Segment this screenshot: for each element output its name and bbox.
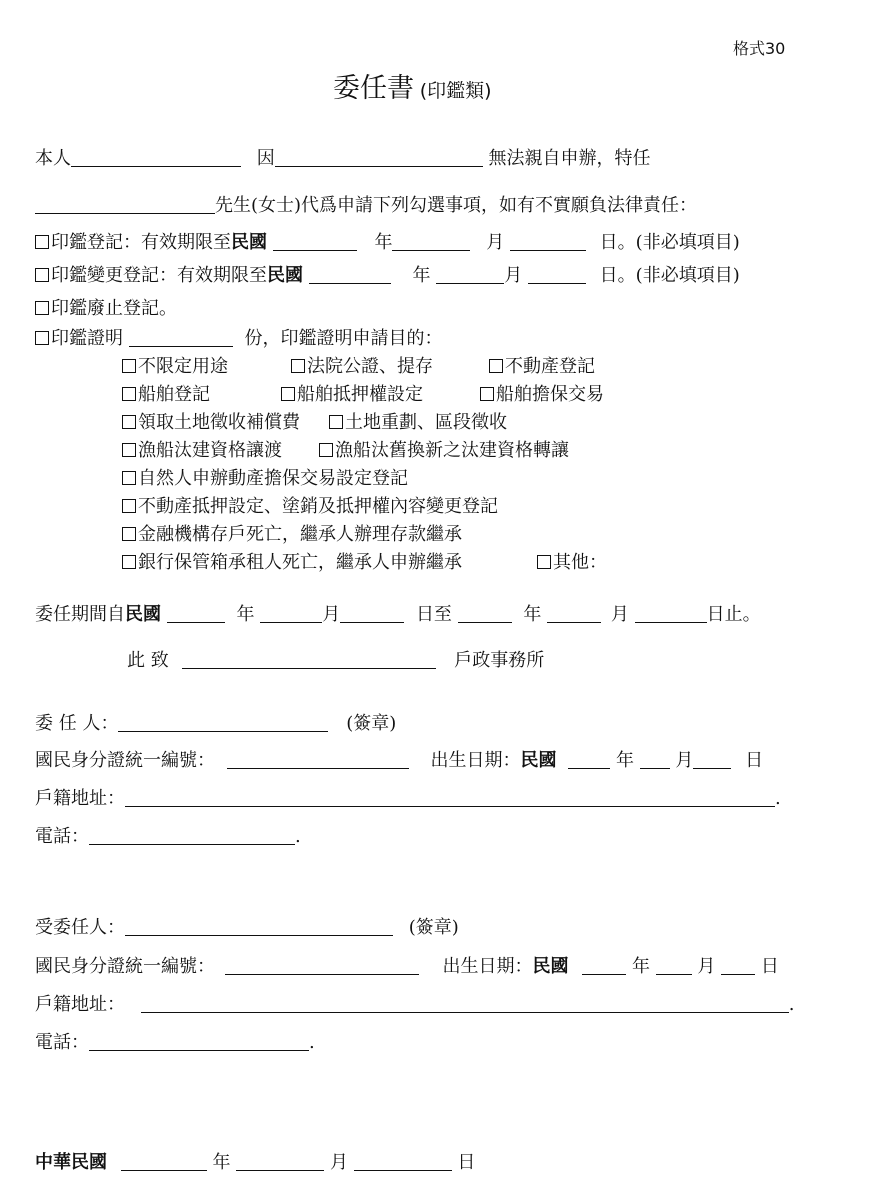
date-day-blank[interactable] (354, 1150, 452, 1171)
change-day-label: 日。 (599, 265, 636, 286)
principal-label: 委 任 人： (35, 713, 119, 734)
agent-address-line (35, 990, 794, 1016)
purpose-label: 不限定用途 (138, 356, 228, 377)
date-day-label: 日 (457, 1152, 476, 1173)
principal-phone-blank[interactable] (89, 824, 295, 845)
purpose-checkbox[interactable] (122, 443, 136, 457)
abolish-label: 印鑑廢止登記。 (51, 298, 177, 319)
principal-name-line (35, 709, 396, 735)
period-era: 民國 (125, 604, 161, 625)
purpose-label: 其他： (553, 552, 607, 573)
signing-date-line (35, 1148, 475, 1174)
purpose-checkbox[interactable] (480, 387, 494, 401)
purpose-item (319, 436, 569, 462)
agent-birth-month-blank[interactable] (656, 954, 692, 975)
intro-line (35, 144, 650, 170)
agent-birth-day-blank[interactable] (721, 954, 755, 975)
register-era: 民國 (231, 232, 267, 253)
title-main: 委任書 (333, 73, 414, 104)
addressee-prefix: 此 致 (127, 650, 169, 671)
purpose-label: 銀行保管箱承租人死亡，繼承人申辦繼承 (138, 552, 462, 573)
period-end-month-blank[interactable] (547, 602, 601, 623)
change-label: 印鑑變更登記：有效期限至 (51, 265, 267, 286)
period-day-to-label: 日至 (415, 604, 452, 625)
period-year-label: 年 (236, 604, 255, 625)
purpose-row-8 (122, 548, 462, 574)
agent-seal-label: (簽章) (408, 917, 459, 938)
purpose-label: 自然人申辦動產擔保交易設定登記 (138, 468, 408, 489)
change-day-blank[interactable] (528, 263, 586, 284)
register-checkbox[interactable] (35, 235, 49, 249)
change-month-label: 月 (504, 265, 523, 286)
purpose-row-5 (122, 464, 408, 490)
reason-blank[interactable] (275, 146, 483, 167)
addressee-line (127, 646, 544, 672)
agent-phone-line (35, 1028, 315, 1054)
agent-birth-era: 民國 (532, 956, 569, 977)
agent-birth-month-label: 月 (697, 956, 716, 977)
intro-person-label: 本人 (35, 148, 71, 169)
agent-id-line (35, 952, 779, 978)
purpose-checkbox[interactable] (291, 359, 305, 373)
principal-signature-blank[interactable] (118, 711, 328, 732)
register-year-blank[interactable] (273, 230, 357, 251)
principal-birth-year-blank[interactable] (568, 748, 610, 769)
purpose-label: 領取土地徵收補償費 (138, 412, 300, 433)
principal-birth-year-label: 年 (615, 750, 634, 771)
register-label: 印鑑登記：有效期限至 (51, 232, 231, 253)
certificate-copies-blank[interactable] (129, 326, 233, 347)
period-year2-label: 年 (523, 604, 542, 625)
purpose-label: 土地重劃、區段徵收 (345, 412, 507, 433)
purpose-label: 船舶擔保交易 (496, 384, 604, 405)
purpose-checkbox[interactable] (537, 555, 551, 569)
principal-phone-label: 電話： (35, 826, 89, 847)
abolish-checkbox[interactable] (35, 301, 49, 315)
purpose-item (329, 408, 507, 434)
purpose-label: 不動產登記 (505, 356, 595, 377)
purpose-checkbox[interactable] (489, 359, 503, 373)
certificate-checkbox[interactable] (35, 331, 49, 345)
change-year-label: 年 (412, 265, 431, 286)
purpose-row-4 (122, 436, 282, 462)
principal-id-blank[interactable] (227, 748, 409, 769)
agent-birth-day-label: 日 (760, 956, 779, 977)
change-checkbox[interactable] (35, 268, 49, 282)
purpose-checkbox[interactable] (122, 359, 136, 373)
purpose-label: 船舶登記 (138, 384, 210, 405)
purpose-checkbox[interactable] (122, 471, 136, 485)
agent-birth-year-label: 年 (631, 956, 650, 977)
agent-address-label: 戶籍地址： (35, 994, 125, 1015)
item-register (35, 228, 740, 254)
purpose-item (489, 352, 595, 378)
item-certificate (35, 324, 442, 350)
agent-signature-blank[interactable] (125, 915, 393, 936)
register-day-blank[interactable] (510, 230, 586, 251)
purpose-item (291, 352, 433, 378)
agent-address-blank[interactable] (141, 992, 789, 1013)
principal-birth-month-label: 月 (675, 750, 694, 771)
change-year-blank[interactable] (309, 263, 391, 284)
agent-intro-text: 先生(女士)代爲申請下列勾選事項，如有不實願負法律責任： (215, 195, 698, 216)
certificate-label: 印鑑證明 (51, 328, 123, 349)
item-change (35, 261, 740, 287)
principal-seal-label: (簽章) (346, 713, 397, 734)
purpose-label: 船舶抵押權設定 (297, 384, 423, 405)
format-label: 格式30 (733, 39, 786, 58)
purpose-row-3 (122, 408, 300, 434)
period-start-day-blank[interactable] (340, 602, 404, 623)
register-day-label: 日。 (599, 232, 636, 253)
purpose-label: 不動產抵押設定、塗銷及抵押權內容變更登記 (138, 496, 498, 517)
intro-reason-label: 因 (256, 148, 275, 169)
principal-birth-label: 出生日期： (430, 750, 521, 771)
agent-label: 受委任人： (35, 917, 125, 938)
period-mark: . (309, 1032, 315, 1053)
period-mark: . (295, 826, 301, 847)
period-mark: . (775, 788, 781, 809)
principal-address-label: 戶籍地址： (35, 788, 125, 809)
principal-birth-day-blank[interactable] (693, 748, 731, 769)
purpose-label: 漁船汰舊換新之汰建資格轉讓 (335, 440, 569, 461)
purpose-checkbox[interactable] (122, 499, 136, 513)
register-month-blank[interactable] (392, 230, 470, 251)
agent-phone-blank[interactable] (89, 1030, 309, 1051)
item-abolish (35, 294, 177, 320)
period-end-year-blank[interactable] (458, 602, 512, 623)
principal-address-line (35, 784, 781, 810)
date-year-label: 年 (212, 1152, 231, 1173)
register-year-label: 年 (374, 232, 393, 253)
purpose-checkbox[interactable] (122, 527, 136, 541)
period-month-label: 月 (322, 604, 341, 625)
agent-id-blank[interactable] (225, 954, 419, 975)
period-start-month-blank[interactable] (260, 602, 322, 623)
date-year-blank[interactable] (121, 1150, 207, 1171)
principal-phone-line (35, 822, 301, 848)
change-month-blank[interactable] (436, 263, 504, 284)
period-prefix: 委任期間自 (35, 604, 125, 625)
period-mark: . (788, 994, 795, 1015)
agent-intro-line (35, 191, 697, 217)
agent-id-label: 國民身分證統一編號： (35, 956, 215, 977)
purpose-checkbox[interactable] (122, 555, 136, 569)
purpose-item (537, 548, 607, 574)
period-start-year-blank[interactable] (167, 602, 225, 623)
purpose-checkbox[interactable] (329, 415, 343, 429)
principal-birth-month-blank[interactable] (640, 748, 670, 769)
purpose-item (281, 380, 423, 406)
addressee-suffix: 戶政事務所 (454, 650, 545, 671)
purpose-checkbox[interactable] (122, 415, 136, 429)
purpose-label: 漁船汰建資格讓渡 (138, 440, 282, 461)
purpose-checkbox[interactable] (122, 387, 136, 401)
principal-address-blank[interactable] (125, 786, 775, 807)
principal-name-blank[interactable] (71, 146, 241, 167)
period-line (35, 600, 761, 626)
period-end-day-blank[interactable] (635, 602, 707, 623)
title-sub: (印鑑類) (419, 80, 492, 102)
principal-birth-era: 民國 (520, 750, 557, 771)
office-name-blank[interactable] (182, 648, 436, 669)
certificate-copies-label: 份，印鑑證明申請目的： (244, 328, 443, 349)
date-month-label: 月 (329, 1152, 348, 1173)
purpose-label: 法院公證、提存 (307, 356, 433, 377)
period-month2-label: 月 (610, 604, 629, 625)
purpose-item (480, 380, 604, 406)
principal-id-label: 國民身分證統一編號： (35, 750, 215, 771)
agent-birth-year-blank[interactable] (582, 954, 626, 975)
register-note: (非必填項目) (635, 232, 740, 253)
change-era: 民國 (267, 265, 303, 286)
agent-name-blank[interactable] (35, 193, 215, 214)
register-month-label: 月 (486, 232, 505, 253)
date-era: 中華民國 (35, 1152, 107, 1173)
intro-reason-suffix: 無法親自申辦，特任 (488, 148, 651, 169)
period-day-end-label: 日止。 (706, 604, 761, 625)
principal-id-line (35, 746, 763, 772)
date-month-blank[interactable] (236, 1150, 324, 1171)
purpose-checkbox[interactable] (281, 387, 295, 401)
agent-name-line (35, 913, 459, 939)
purpose-row-6 (122, 492, 498, 518)
agent-phone-label: 電話： (35, 1032, 89, 1053)
purpose-row-2 (122, 380, 210, 406)
change-note: (非必填項目) (635, 265, 740, 286)
purpose-row-1 (122, 352, 228, 378)
purpose-label: 金融機構存戶死亡，繼承人辦理存款繼承 (138, 524, 462, 545)
purpose-row-7 (122, 520, 462, 546)
purpose-checkbox[interactable] (319, 443, 333, 457)
agent-birth-label: 出生日期： (442, 956, 533, 977)
page-title (333, 66, 492, 105)
principal-birth-day-label: 日 (745, 750, 764, 771)
